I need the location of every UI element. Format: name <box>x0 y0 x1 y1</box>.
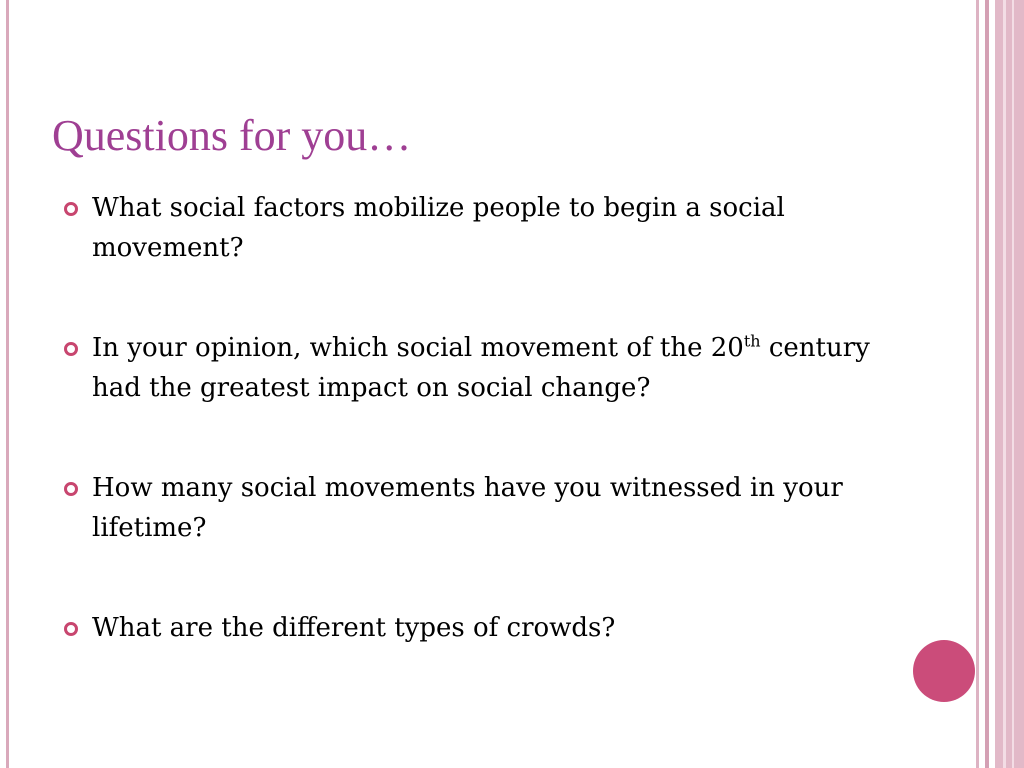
ring-bullet-icon <box>64 622 78 636</box>
bullet-superscript: th <box>743 331 761 351</box>
slide-title: Questions for you… <box>52 111 412 160</box>
right-border-line <box>1003 0 1006 768</box>
right-border-band <box>995 0 1024 768</box>
bullet-item <box>64 608 894 648</box>
ring-bullet-icon <box>64 342 78 356</box>
right-border-line <box>985 0 989 768</box>
bullet-text: What are the different types of crowds? <box>92 613 616 643</box>
decorative-circle-icon <box>913 640 975 702</box>
left-border-line <box>6 0 9 768</box>
bullet-list <box>64 188 894 648</box>
bullet-text-start: In your opinion, which social movement of the 20 <box>92 333 744 363</box>
ring-bullet-icon <box>64 202 78 216</box>
bullet-item <box>64 188 894 268</box>
bullet-text-end: century had the greatest impact on social change? <box>92 333 870 403</box>
ring-bullet-icon <box>64 482 78 496</box>
bullet-item <box>64 468 894 548</box>
bullet-text: What social factors mobilize people to begin a social movement? <box>92 193 785 263</box>
bullet-item <box>64 328 894 408</box>
right-border-line <box>976 0 979 768</box>
bullet-text: How many social movements have you witnessed in your lifetime? <box>92 473 843 543</box>
right-border-line <box>1012 0 1014 768</box>
